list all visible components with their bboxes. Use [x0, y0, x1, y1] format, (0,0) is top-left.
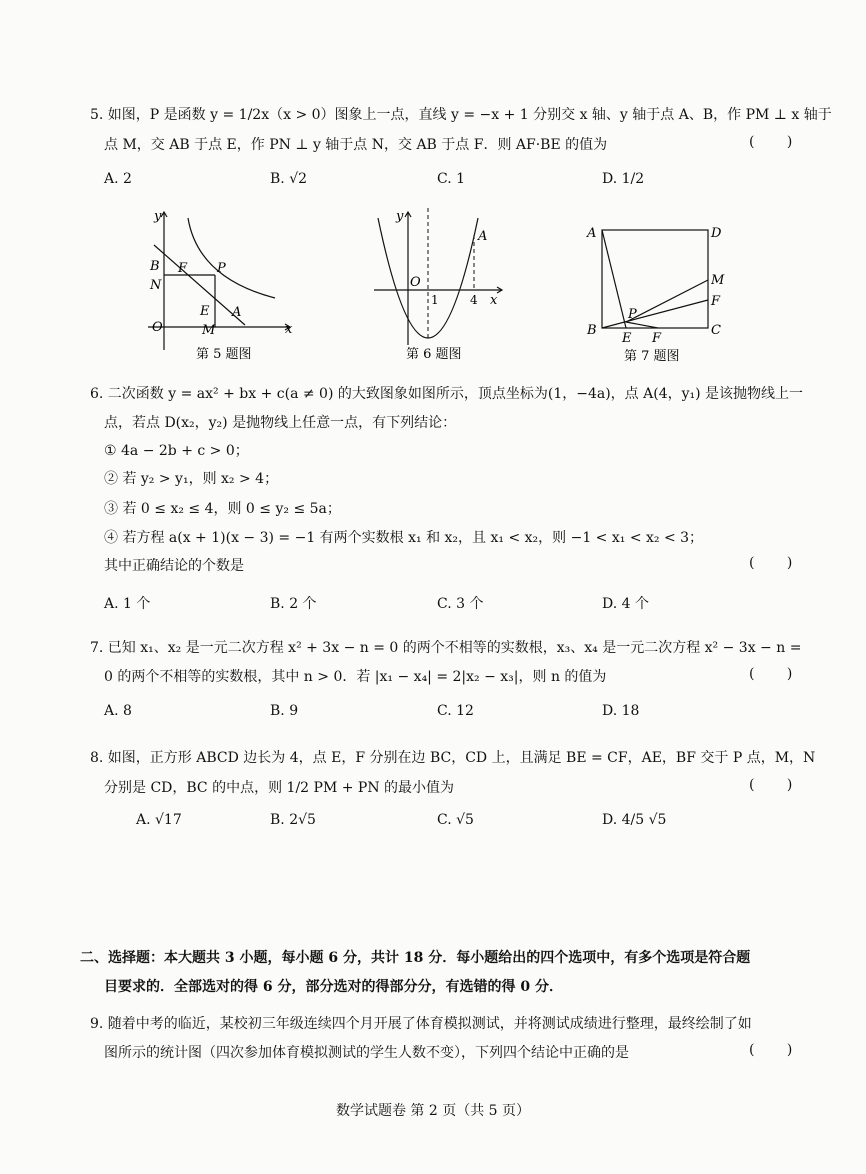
fig5-caption: 第 5 题图 [196, 347, 252, 362]
fig7-label-a: A [587, 226, 597, 241]
q7-option-a: A. 8 [104, 703, 132, 719]
fig7-caption: 第 7 题图 [624, 349, 680, 364]
fig6-label-o: O [410, 275, 421, 290]
fig5-label-y: y [154, 209, 162, 224]
q5-line1: 5. 如图，P 是函数 y = 1/2x（x > 0）图象上一点，直线 y = −x + 1 分别交 x 轴、y 轴于点 A、B，作 PM ⊥ x 轴于 [90, 107, 832, 123]
section2-heading-line1: 二、选择题：本大题共 3 小题，每小题 6 分，共计 18 分．每小题给出的四个选项中，有多个选项是符合题 [80, 950, 751, 966]
q6-line2: 点，若点 D(x₂，y₂) 是抛物线上任意一点，有下列结论： [104, 415, 457, 431]
fig5-label-a: A [232, 305, 242, 320]
fig6-caption: 第 6 题图 [406, 347, 462, 362]
fig5-label-f: F [178, 261, 188, 276]
q5-answer-paren: ( ) [749, 134, 807, 150]
fig5-label-p: P [217, 261, 226, 276]
q5-option-c: C. 1 [437, 171, 466, 187]
fig7-label-b: B [587, 323, 597, 338]
fig7-label-f-bottom: F [652, 331, 662, 346]
q7-option-c: C. 12 [437, 703, 474, 719]
q8-option-c: C. √5 [437, 812, 474, 828]
fig6-label-4: 4 [470, 293, 478, 307]
q7-line2: 0 的两个不相等的实数根，其中 n > 0．若 |x₁ − x₄| = 2|x₂ − x₃|，则 n 的值为 [104, 669, 607, 685]
q7-option-b: B. 9 [270, 703, 299, 719]
q6-item-1: ① 4a − 2b + c > 0； [104, 443, 249, 459]
q6-option-a: A. 1 个 [104, 596, 151, 612]
q6-item-2: ② 若 y₂ > y₁，则 x₂ > 4； [104, 471, 279, 487]
q5-option-d: D. 1/2 [602, 171, 645, 187]
q5-option-b: B. √2 [270, 171, 308, 187]
q7-option-d: D. 18 [602, 703, 640, 719]
q6-item-4: ④ 若方程 a(x + 1)(x − 3) = −1 有两个实数根 x₁ 和 x₂，且 x₁ < x₂，则 −1 < x₁ < x₂ < 3； [104, 530, 704, 546]
figure-7 [580, 218, 730, 368]
fig7-label-e: E [622, 331, 632, 346]
q8-option-d: D. 4/5 √5 [602, 812, 667, 828]
fig5-label-e: E [200, 304, 210, 319]
q9-answer-paren: ( ) [749, 1042, 807, 1058]
fig6-label-1: 1 [431, 293, 439, 307]
fig5-label-x: x [285, 322, 293, 337]
q6-line-last: 其中正确结论的个数是 [104, 558, 244, 574]
q6-option-c: C. 3 个 [437, 596, 484, 612]
fig7-label-f-right: F [711, 294, 721, 309]
fig5-label-n: N [150, 278, 162, 293]
fig7-label-p: P [628, 307, 637, 322]
q8-line1: 8. 如图，正方形 ABCD 边长为 4，点 E，F 分别在边 BC，CD 上，且满足 BE = CF，AE，BF 交于 P 点，M，N [90, 750, 816, 766]
fig6-label-y: y [396, 209, 404, 224]
q9-line2: 图所示的统计图（四次参加体育模拟测试的学生人数不变），下列四个结论中正确的是 [104, 1045, 629, 1061]
q6-option-d: D. 4 个 [602, 596, 649, 612]
fig6-label-a: A [478, 229, 488, 244]
q8-line2: 分别是 CD，BC 的中点，则 1/2 PM + PN 的最小值为 [104, 780, 455, 796]
fig5-label-o: O [152, 320, 163, 335]
page-footer: 数学试题卷 第 2 页（共 5 页） [335, 1103, 531, 1119]
q6-answer-paren: ( ) [749, 555, 807, 571]
q9-line1: 9. 随着中考的临近，某校初三年级连续四个月开展了体育模拟测试，并将测试成绩进行整理，最终绘制了如 [90, 1016, 752, 1032]
q8-answer-paren: ( ) [749, 777, 807, 793]
fig7-label-c: C [711, 323, 721, 338]
fig7-label-m: M [711, 273, 725, 288]
q6-option-b: B. 2 个 [270, 596, 317, 612]
q7-answer-paren: ( ) [749, 666, 807, 682]
q6-item-3: ③ 若 0 ≤ x₂ ≤ 4，则 0 ≤ y₂ ≤ 5a； [104, 501, 341, 517]
q6-line1: 6. 二次函数 y = ax² + bx + c(a ≠ 0) 的大致图象如图所示，顶点坐标为(1，−4a)，点 A(4，y₁) 是该抛物线上一 [90, 386, 804, 402]
fig6-label-x: x [490, 293, 498, 308]
q5-option-a: A. 2 [104, 171, 132, 187]
figure-5 [140, 200, 300, 365]
fig5-label-m: M [202, 323, 216, 338]
figure-6 [370, 200, 510, 365]
q8-option-b: B. 2√5 [270, 812, 316, 828]
fig7-label-d: D [711, 226, 722, 241]
q7-line1: 7. 已知 x₁、x₂ 是一元二次方程 x² + 3x − n = 0 的两个不相等的实数根，x₃、x₄ 是一元二次方程 x² − 3x − n = [90, 640, 802, 656]
fig5-label-b: B [150, 259, 160, 274]
section2-heading-line2: 目要求的．全部选对的得 6 分，部分选对的得部分分，有选错的得 0 分． [104, 979, 563, 995]
q5-line2: 点 M，交 AB 于点 E，作 PN ⊥ y 轴于点 N，交 AB 于点 F．则 AF·BE 的值为 [104, 137, 608, 153]
q8-option-a: A. √17 [136, 812, 182, 828]
